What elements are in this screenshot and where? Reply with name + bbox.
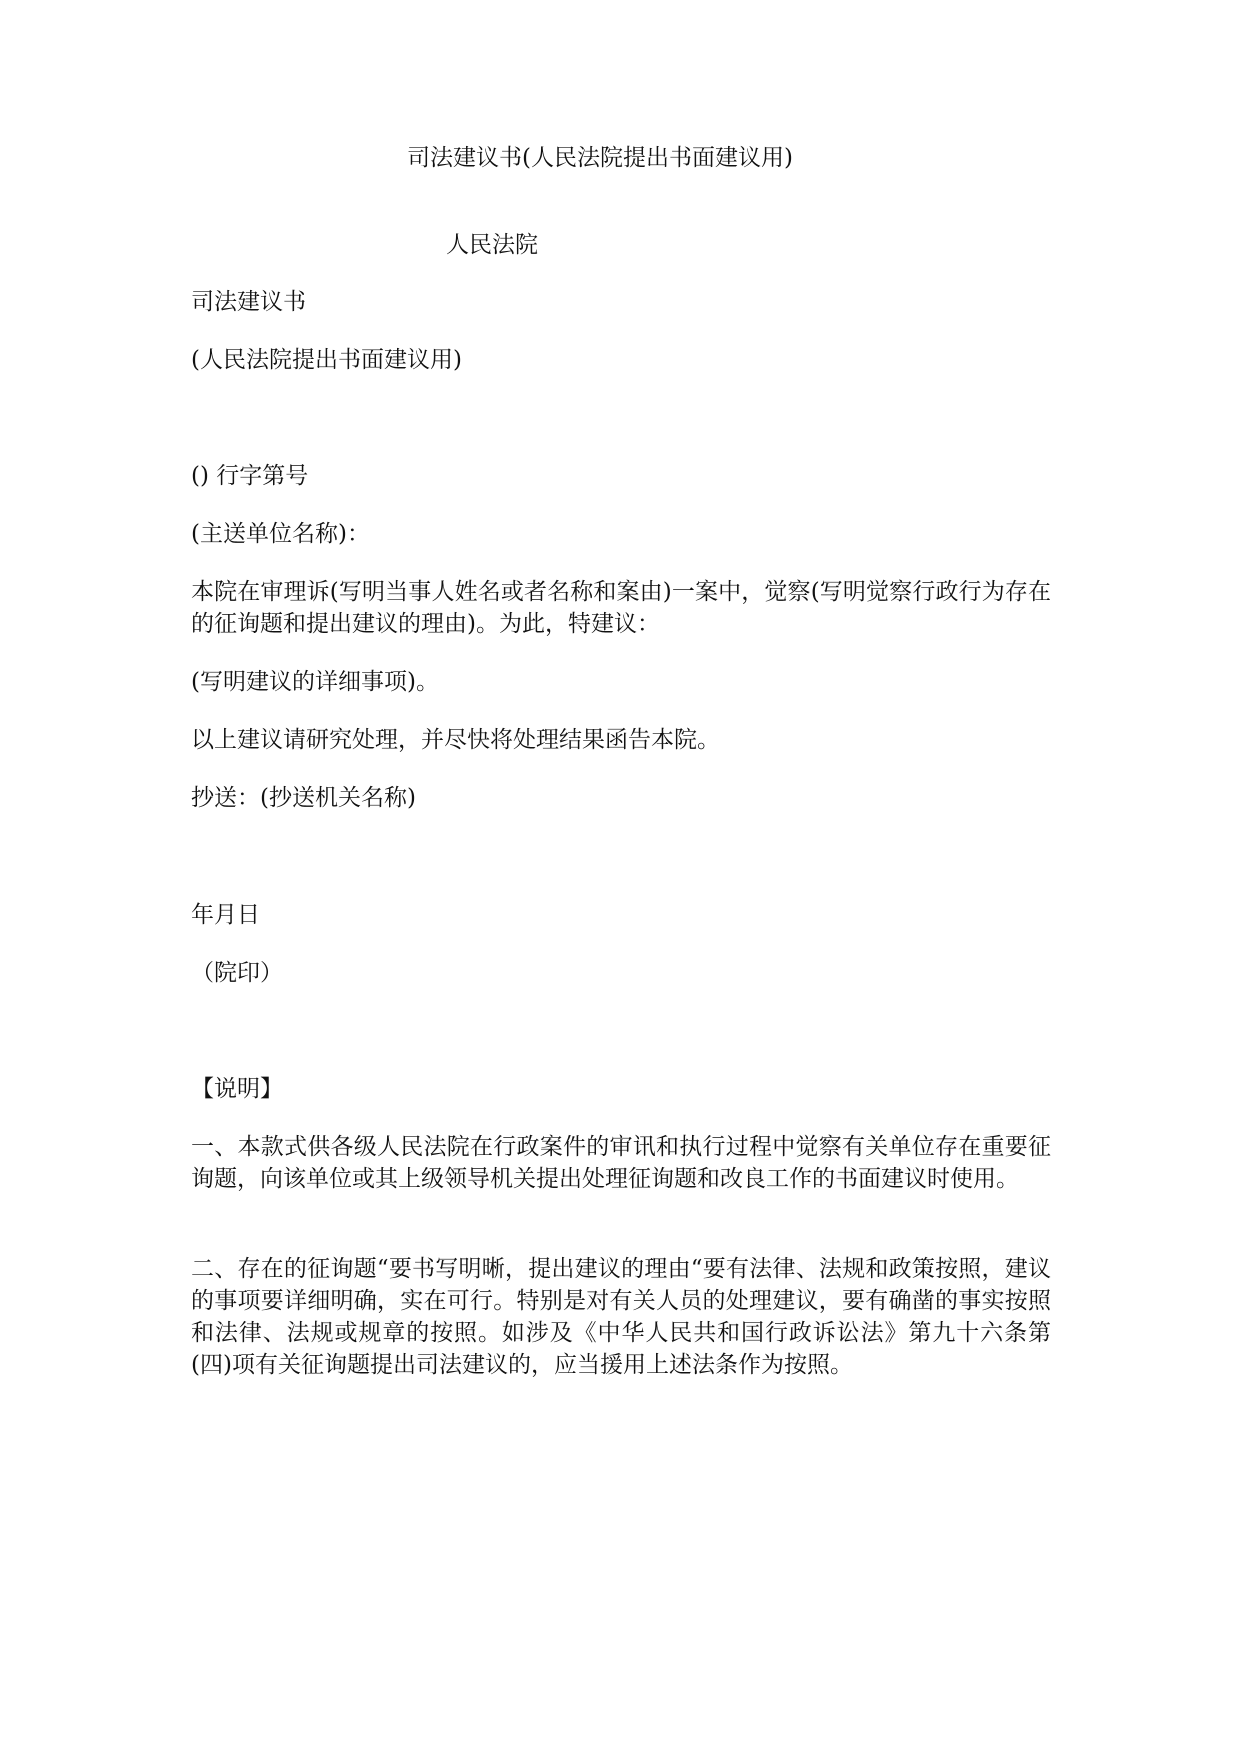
recipient-line: (主送单位名称)： (191, 521, 370, 547)
cc-line: 抄送：(抄送机关名称) (191, 785, 416, 811)
document-number: () 行字第号 (191, 463, 309, 489)
document-subheading: (人民法院提出书面建议用) (191, 347, 462, 373)
note-paragraph-2: 二、存在的征询题“要书写明晰，提出建议的理由“要有法律、法规和政策按照，建议的事项要详细明确，实在可行。特别是对有关人员的处理建议，要有确凿的事实按照和法律、法规或规章的按照。如涉及《中华人民共和国行政诉讼法》第九十六条第(四)项有关征询题提出司法建议的，应当援用上述法条作为按照。 (191, 1256, 1051, 1378)
notes-heading: 【说明】 (191, 1076, 283, 1102)
document-title: 司法建议书(人民法院提出书面建议用) (407, 145, 793, 171)
note-paragraph-1: 一、本款式供各级人民法院在行政案件的审讯和执行过程中觉察有关单位存在重要征询题，向该单位或其上级领导机关提出处理征询题和改良工作的书面建议时使用。 (191, 1134, 1051, 1192)
closing-line: 以上建议请研究处理，并尽快将处理结果函告本院。 (191, 727, 720, 753)
suggestion-items: (写明建议的详细事项)。 (191, 669, 439, 695)
seal-line: （院印） (191, 960, 283, 986)
document-heading: 司法建议书 (191, 289, 306, 315)
body-paragraph: 本院在审理诉(写明当事人姓名或者名称和案由)一案中，觉察(写明觉察行政行为存在的征询题和提出建议的理由)。为此，特建议： (191, 579, 1051, 637)
court-name: 人民法院 (446, 232, 538, 258)
date-line: 年月日 (191, 902, 260, 928)
